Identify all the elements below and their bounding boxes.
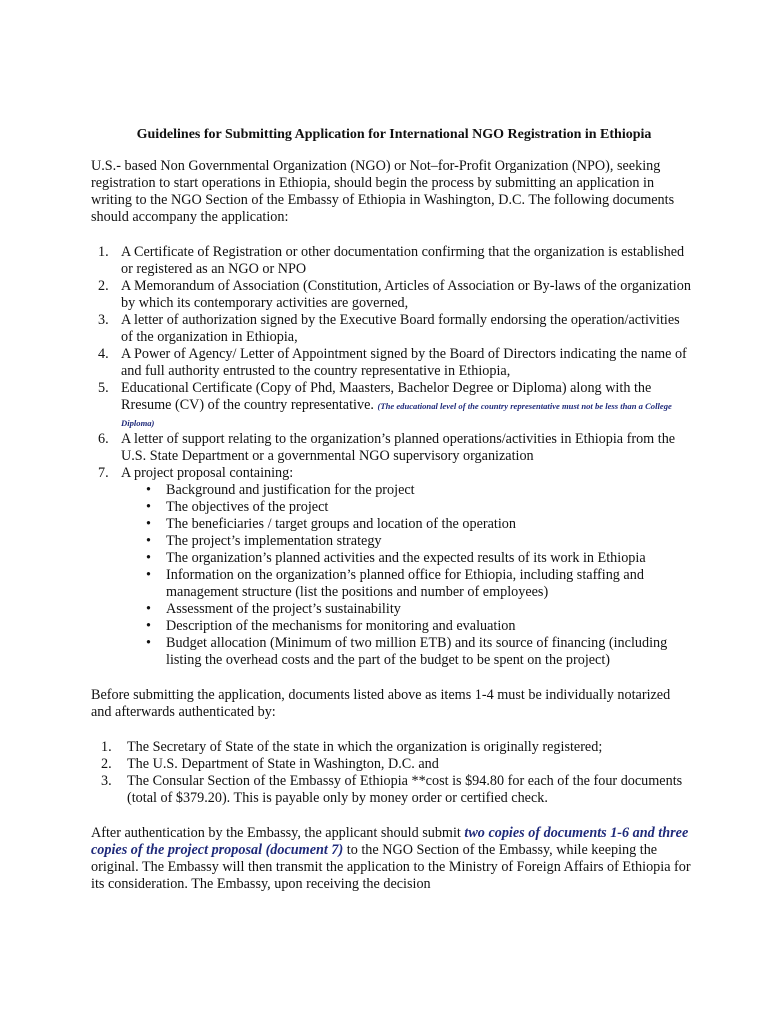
proposal-item: [121, 516, 691, 533]
proposal-item-text: The objectives of the project: [166, 499, 329, 515]
intro-paragraph: U.S.- based Non Governmental Organization (NGO) or Not–for-Profit Organization (NPO), seeking registration to start operations in Ethiopia, should begin the process by submitting an application in writing to the NGO Section of the Embassy of Ethiopia in Washington, D.C. The following documents should accompany the application:: [91, 158, 675, 225]
proposal-item: [121, 533, 691, 550]
item-text: A letter of support relating to the organization’s planned operations/activities in Ethiopia from the U.S. State Department or a governmental NGO supervisory organization: [121, 431, 676, 464]
proposal-item-text: Description of the mechanisms for monitoring and evaluation: [166, 618, 516, 634]
item-number: 1.: [101, 739, 112, 755]
document-item-6: [91, 431, 691, 465]
item-text: A Certificate of Registration or other documentation confirming that the organization is established or registered as an NGO or NPO: [121, 244, 685, 277]
document-item-1: [91, 244, 691, 278]
document-item-4: [91, 346, 691, 380]
proposal-item: [121, 635, 691, 669]
proposal-item: [121, 567, 691, 601]
item-number: 7.: [98, 465, 109, 481]
item-number: 4.: [98, 346, 109, 362]
proposal-item: [121, 601, 691, 618]
bullet-icon: •: [146, 533, 151, 549]
bullet-icon: •: [146, 482, 151, 498]
item-text: A Power of Agency/ Letter of Appointment signed by the Board of Directors indicating the name of and full authority entrusted to the country representative in Ethiopia,: [121, 346, 687, 379]
submission-lead: After authentication by the Embassy, the applicant should submit: [91, 825, 465, 841]
proposal-item: [121, 618, 691, 635]
bullet-icon: •: [146, 550, 151, 566]
proposal-item-text: The organization’s planned activities and the expected results of its work in Ethiopia: [166, 550, 646, 566]
proposal-item: [121, 499, 691, 516]
item-text: A Memorandum of Association (Constitution, Articles of Association or By-laws of the organization by which its contemporary activities are governed,: [121, 278, 691, 311]
proposal-item-text: Information on the organization’s planned office for Ethiopia, including staffing and management structure (list the positions and number of employees): [166, 567, 644, 600]
authentication-list: [91, 739, 691, 807]
item-number: 3.: [98, 312, 109, 328]
item-number: 2.: [98, 278, 109, 294]
submission-tail: to the NGO Section of the Embassy, while keeping the original. The Embassy will then transmit the application to the Ministry of Foreign Affairs of Ethiopia for its consideration. The Embassy, upon receiving the decision: [91, 842, 691, 892]
document-item-3: [91, 312, 691, 346]
copies-emphasis: two copies of documents 1-6 and three copies of the project proposal (document 7): [91, 825, 689, 858]
bullet-icon: •: [146, 516, 151, 532]
item-number: 6.: [98, 431, 109, 447]
item-text: The U.S. Department of State in Washington, D.C. and: [127, 756, 439, 772]
document-page: [91, 126, 691, 893]
authentication-item-3: [91, 773, 691, 807]
document-item-7: [91, 465, 691, 669]
proposal-item-text: Assessment of the project’s sustainability: [166, 601, 401, 617]
bullet-icon: •: [146, 567, 151, 583]
item-text: Educational Certificate (Copy of Phd, Maasters, Bachelor Degree or Diploma) along with the Rresume (CV) of the country representative.: [121, 380, 652, 413]
authentication-item-1: [91, 739, 691, 756]
item-text: A project proposal containing:: [121, 465, 294, 481]
education-note: (The educational level of the country representative must not be less than a College Diploma): [121, 401, 672, 428]
authentication-item-2: [91, 756, 691, 773]
bullet-icon: •: [146, 635, 151, 651]
project-proposal-list: [121, 482, 691, 669]
item-number: 3.: [101, 773, 112, 789]
proposal-item: [121, 550, 691, 567]
proposal-item-text: The beneficiaries / target groups and location of the operation: [166, 516, 516, 532]
bullet-icon: •: [146, 499, 151, 515]
bullet-icon: •: [146, 618, 151, 634]
proposal-item-text: Background and justification for the project: [166, 482, 415, 498]
item-number: 5.: [98, 380, 109, 396]
proposal-item: [121, 482, 691, 499]
document-title: Guidelines for Submitting Application for International NGO Registration in Ethiopia: [136, 127, 652, 142]
item-number: 1.: [98, 244, 109, 260]
document-item-5: [91, 380, 691, 431]
submission-paragraph: [91, 825, 691, 893]
item-text: The Secretary of State of the state in which the organization is originally registered;: [127, 739, 603, 755]
bullet-icon: •: [146, 601, 151, 617]
authentication-paragraph: Before submitting the application, documents listed above as items 1-4 must be individually notarized and afterwards authenticated by:: [91, 687, 671, 720]
proposal-item-text: The project’s implementation strategy: [166, 533, 382, 549]
proposal-item-text: Budget allocation (Minimum of two million ETB) and its source of financing (including listing the overhead costs and the part of the budget to be spent on the project): [166, 635, 668, 668]
document-item-2: [91, 278, 691, 312]
item-text: The Consular Section of the Embassy of Ethiopia **cost is $94.80 for each of the four documents (total of $379.20). This is payable only by money order or certified check.: [127, 773, 683, 806]
item-number: 2.: [101, 756, 112, 772]
required-documents-list: [91, 244, 691, 669]
item-text: A letter of authorization signed by the Executive Board formally endorsing the operation/activities of the organization in Ethiopia,: [121, 312, 680, 345]
